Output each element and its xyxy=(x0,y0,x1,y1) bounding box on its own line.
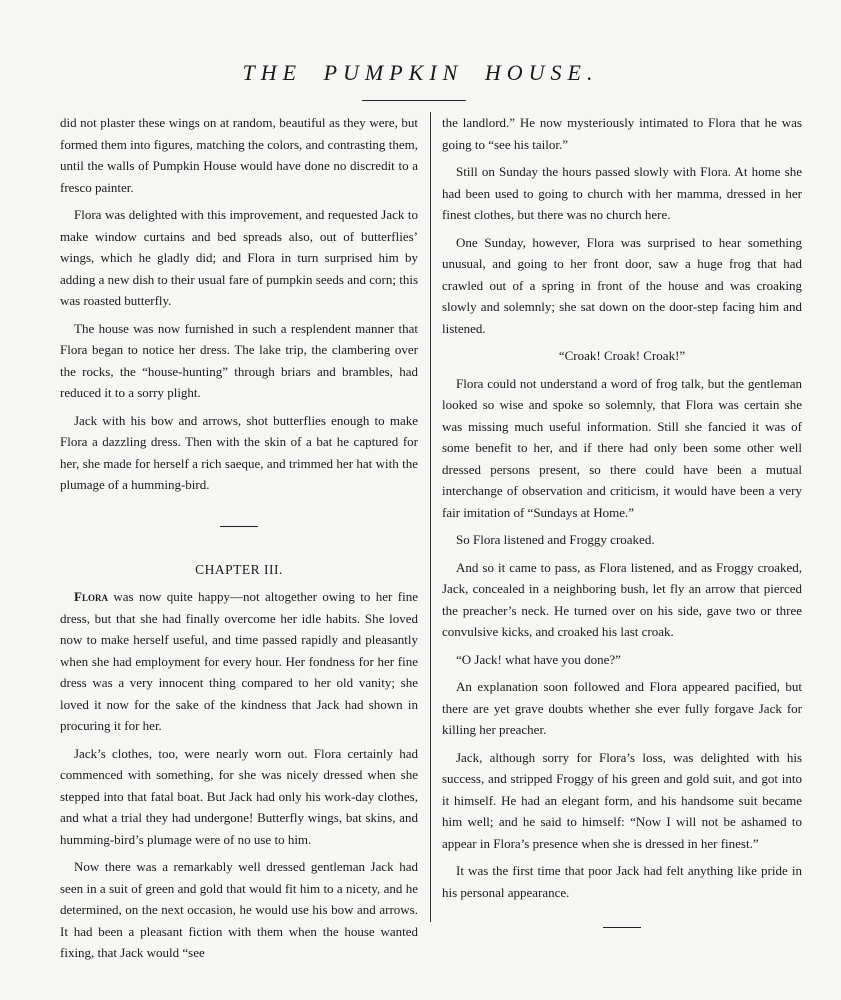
chapter-heading: CHAPTER III. xyxy=(195,561,283,577)
paragraph: The house was now furnished in such a resplendent manner that Flora began to notice her dress. The lake trip, the clambering over the rocks, the “house-hunting” through briars and brambles, had reduced it to a sorry plight. xyxy=(60,320,418,400)
lead-word: Flora xyxy=(74,589,108,604)
paragraph: Jack, although sorry for Flora’s loss, was delighted with his success, and stripped Froggy of his green and gold suit, and got into it himself. He had an elegant form, and his handsome suit became him well; and he said to himself: “Now I will not be ashamed to appear in Flora’s presence when she is dressed in her finest.” xyxy=(442,749,802,851)
page-title: THE PUMPKIN HOUSE. xyxy=(242,60,599,85)
paragraph: Flora was delighted with this improvement, and requested Jack to make window curtains and bed spreads also, out of butterflies’ wings, which he gladly did; and Flora in turn surprised him by adding a new dish to their usual fare of pumpkin seeds and corn; this was roasted butterfly. xyxy=(60,207,418,308)
paragraph: Now there was a remarkably well dressed gentleman Jack had seen in a suit of green and gold that would fit him to a nicety, and he determined, on the next occasion, he would use his bow and arrows. It had been a pleasant fiction with them when the house wanted fixing, that Jack would “see xyxy=(60,859,418,960)
paragraph: One Sunday, however, Flora was surprised to hear something unusual, and going to her front door, saw a huge frog that had crawled out of a spring in front of the house and was croaking slowly and solemnly; she sat down on the door-step facing him and listened. xyxy=(442,234,802,336)
paragraph: the landlord.” He now mysteriously intimated to Flora that he was going to “see his tailor.” xyxy=(442,115,802,152)
paragraph: And so it came to pass, as Flora listened, and as Froggy croaked, Jack, concealed in a neighboring bush, let fly an arrow that pierced the preacher’s neck. He turned over on his side, gave two or three convulsive kicks, and croaked his last croak. xyxy=(442,559,802,639)
paragraph: An explanation soon followed and Flora appeared pacified, but there are yet grave doubts whether she ever fully forgave Jack for killing her preacher. xyxy=(442,679,802,737)
end-divider xyxy=(603,927,641,928)
left-column xyxy=(60,112,418,970)
paragraph: did not plaster these wings on at random, beautiful as they were, but formed them into figures, matching the colors, and contrasting them, until the walls of Pumpkin House would have done no discredit to a fresco painter. xyxy=(60,115,418,195)
section-divider xyxy=(220,526,258,527)
column-divider xyxy=(430,112,431,922)
paragraph: Jack with his bow and arrows, shot butterflies enough to make Flora a dazzling dress. Then with the skin of a bat he captured for her, she made for herself a rich saeque, and trimmed her hat with the plumage of a humming-bird. xyxy=(60,412,418,492)
frog-quote: “Croak! Croak! Croak!” xyxy=(558,348,686,363)
paragraph: Still on Sunday the hours passed slowly with Flora. At home she had been used to going to church with her mamma, dressed in her finest clothes, but there was no church here. xyxy=(442,164,802,222)
paragraph xyxy=(60,586,418,737)
paragraph: Jack’s clothes, too, were nearly worn out. Flora certainly had commenced with something, for she was nicely dressed when she stepped into that fatal boat. But Jack had only his work-day clothes, and what a trial they had undergone! Butterfly wings, bat skins, and humming-bird’s plumage were of no use to him. xyxy=(60,745,418,847)
paragraph: Flora could not understand a word of frog talk, but the gentleman looked so wise and spoke so solemnly, that Flora was certain she was missing much useful information. Still she fancied it was of some benefit to her, and if there had only been some other well dressed persons present, so there could have been a mutual interchange of observation and criticism, it would have been a very fair imitation of “Sundays at Home.” xyxy=(442,375,802,520)
paragraph: “O Jack! what have you done?” xyxy=(456,651,621,667)
title-rule xyxy=(362,100,466,101)
paragraph-text: was now quite happy—not altogether owing to her fine dress, but that she had finally overcome her idle habits. She loved now to make herself useful, and time passed rapidly and pleasantly when she had employment for every hour. Her fondness for her fine dress was a very innocent thing compared to her old vanity; she loved it now for the sake of the kindness that Jack had shown in procuring it for her. xyxy=(60,589,418,733)
paragraph: So Flora listened and Froggy croaked. xyxy=(456,532,655,547)
right-column xyxy=(442,112,802,928)
paragraph: It was the first time that poor Jack had felt anything like pride in his personal appearance. xyxy=(442,863,802,900)
